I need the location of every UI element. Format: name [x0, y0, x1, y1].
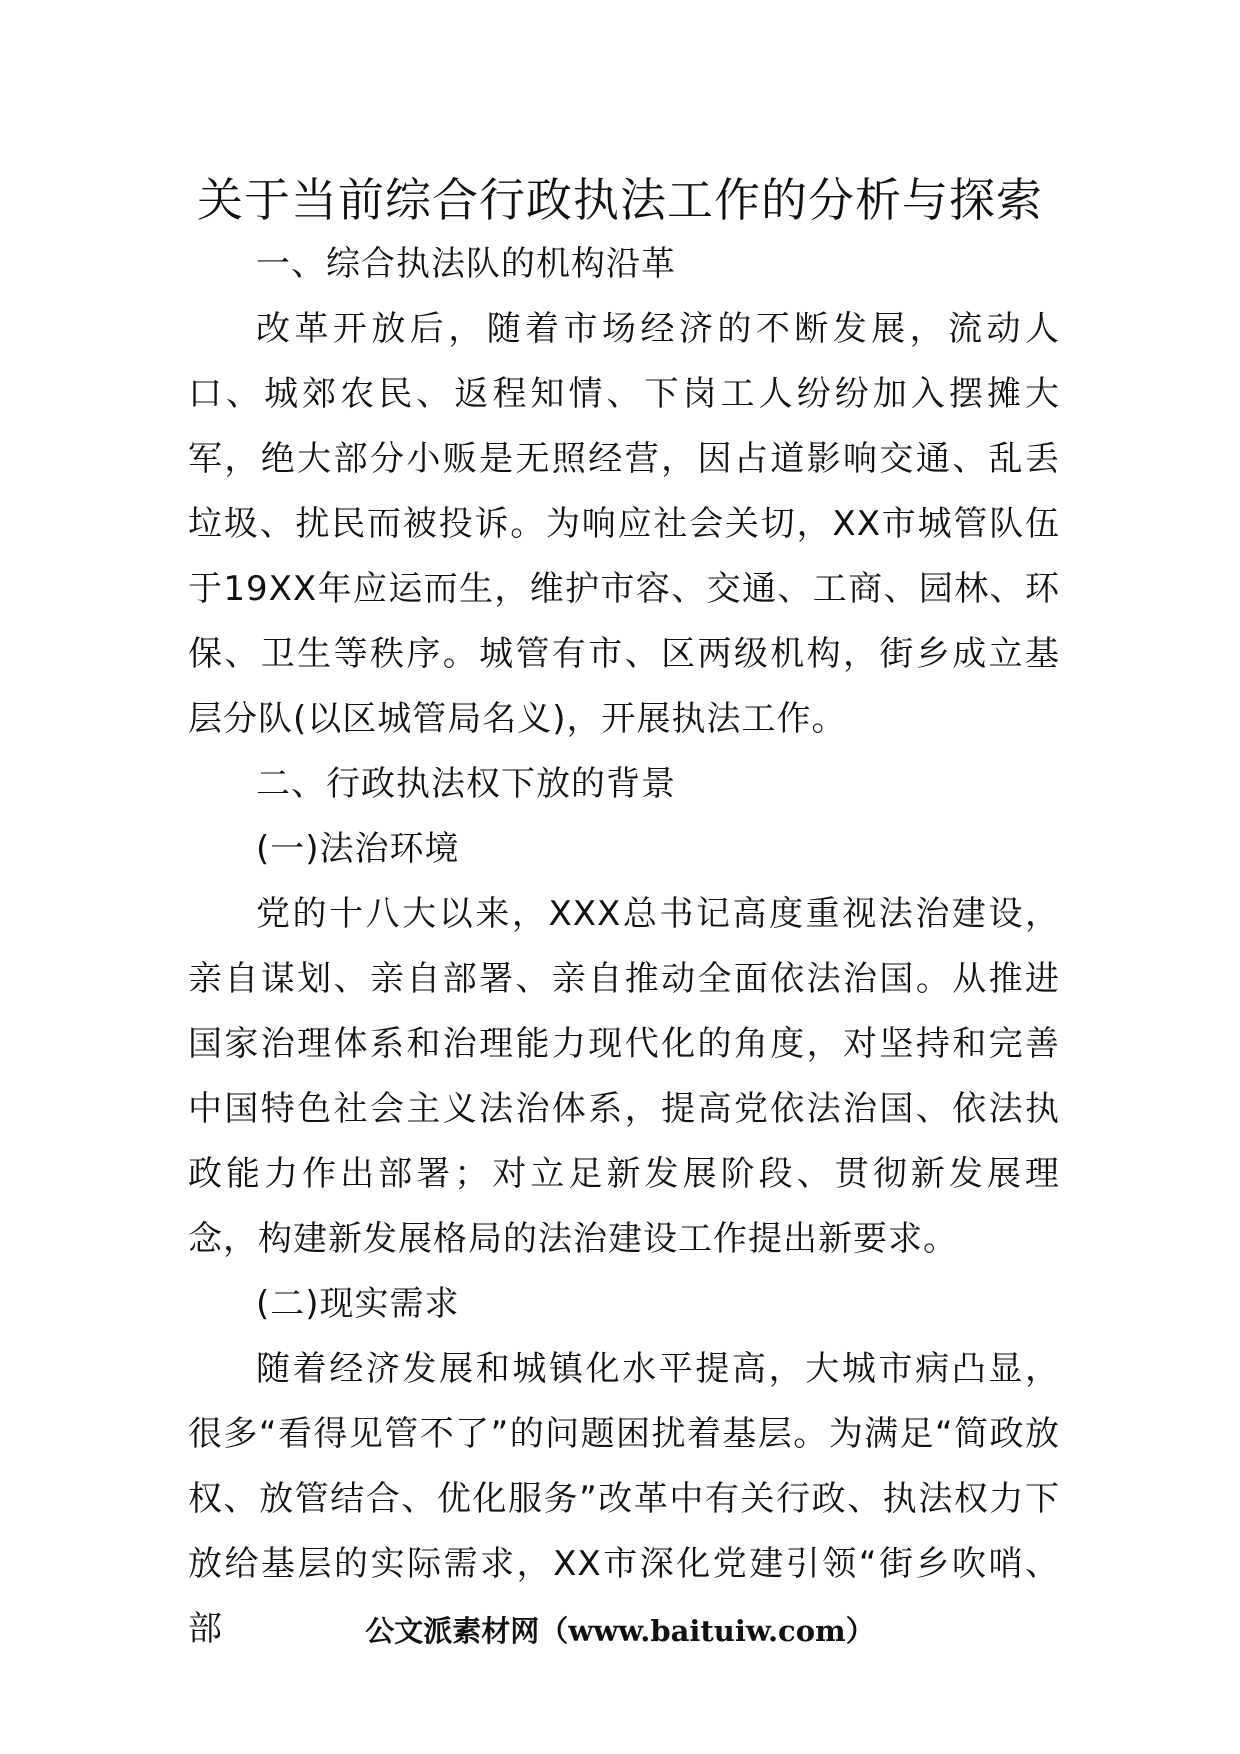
- document-body: [188, 232, 1060, 1662]
- paragraph-3: 随着经济发展和城镇化水平提高，大城市病凸显，很多“看得见管不了”的问题困扰着基层。为满足“简政放权、放管结合、优化服务”改革中有关行政、执法权力下放给基层的实际需求，XX市深化党建引领“街乡吹哨、部: [188, 1349, 1060, 1649]
- footer-watermark: 公文派素材网（www.baituiw.com）: [365, 1614, 875, 1648]
- subsection-heading-2: (二)现实需求: [256, 1284, 460, 1324]
- paragraph-1: 改革开放后，随着市场经济的不断发展，流动人口、城郊农民、返程知情、下岗工人纷纷加入摆摊大军，绝大部分小贩是无照经营，因占道影响交通、乱丢垃圾、扰民而被投诉。为响应社会关切，XX市城管队伍于19XX年应运而生，维护市容、交通、工商、园林、环保、卫生等秩序。城管有市、区两级机构，街乡成立基层分队(以区城管局名义)，开展执法工作。: [188, 309, 1060, 739]
- subsection-heading-1: (一)法治环境: [256, 829, 460, 869]
- section-heading-2: 二、行政执法权下放的背景: [256, 764, 676, 804]
- section-heading-1: 一、综合执法队的机构沿革: [256, 244, 676, 284]
- paragraph-2: 党的十八大以来，XXX总书记高度重视法治建设，亲自谋划、亲自部署、亲自推动全面依法治国。从推进国家治理体系和治理能力现代化的角度，对坚持和完善中国特色社会主义法治体系，提高党依法治国、依法执政能力作出部署；对立足新发展阶段、贯彻新发展理念，构建新发展格局的法治建设工作提出新要求。: [188, 894, 1060, 1259]
- document-title: 关于当前综合行政执法工作的分析与探索: [197, 173, 1043, 227]
